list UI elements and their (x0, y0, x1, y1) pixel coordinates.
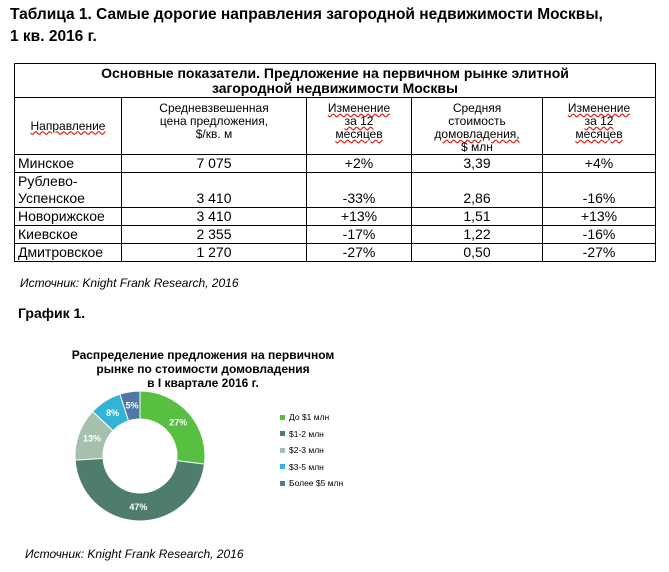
legend-swatch (280, 464, 285, 469)
header-change-cost (543, 98, 656, 155)
table-row (15, 155, 656, 173)
header-price (122, 98, 307, 155)
cell-price: 2 355 (122, 226, 307, 244)
chart-title-line: рынке по стоимости домовладения (96, 362, 310, 376)
legend-label: Более $5 млн (289, 478, 344, 489)
legend-item (280, 426, 343, 443)
header-cost-line: $ млн (461, 140, 493, 154)
header-change-line: месяцев (335, 127, 383, 141)
header-change-line: за 12 (584, 114, 614, 128)
caption-line-1: Основные показатели. Предложение на первичном рынке элитной (101, 65, 569, 81)
cell-change-price: -27% (307, 244, 412, 262)
cell-direction: Дмитровское (15, 244, 122, 262)
header-change-line: Изменение (567, 101, 631, 115)
legend-item (280, 442, 343, 459)
chart-title-line: Распределение предложения на первичном (71, 348, 335, 362)
legend-label: До $1 млн (289, 412, 330, 423)
cell-price: 3 410 (122, 173, 307, 208)
legend-item (280, 409, 343, 426)
cell-direction: Киевское (15, 226, 122, 244)
source-note-table: Источник: Knight Frank Research, 2016 (20, 276, 239, 290)
cell-direction (15, 173, 122, 208)
header-change-line: за 12 (344, 114, 374, 128)
header-change-price (307, 98, 412, 155)
legend-swatch (280, 415, 285, 420)
caption-line-2: загородной недвижимости Москвы (211, 80, 458, 96)
legend-swatch (280, 481, 285, 486)
legend-item (280, 459, 343, 476)
cell-change-cost: +4% (543, 155, 656, 173)
cell-change-price: -17% (307, 226, 412, 244)
table-row (15, 244, 656, 262)
cell-change-price: -33% (307, 173, 412, 208)
legend-label: $3-5 млн (289, 461, 324, 472)
table-row (15, 173, 656, 208)
donut-slice-label: 47% (129, 501, 148, 512)
cell-change-price: +13% (307, 208, 412, 226)
donut-chart (70, 390, 210, 522)
data-table (14, 63, 656, 262)
legend-swatch (280, 448, 285, 453)
source-note-chart: Источник: Knight Frank Research, 2016 (25, 547, 244, 561)
header-direction (15, 98, 122, 155)
header-price-line: Средневзвешенная (159, 101, 269, 115)
header-cost-line: домовладения, (434, 127, 520, 141)
header-cost-line: стоимость (448, 114, 506, 128)
header-change-line: месяцев (575, 127, 623, 141)
cell-price: 7 075 (122, 155, 307, 173)
table-row (15, 208, 656, 226)
legend-label: $1-2 млн (289, 428, 324, 439)
cell-avg-cost: 0,50 (412, 244, 543, 262)
chart-title-line: в I квартале 2016 г. (147, 376, 259, 390)
header-change-line: Изменение (327, 101, 391, 115)
donut-slice-label: 27% (169, 417, 188, 428)
cell-change-price: +2% (307, 155, 412, 173)
title-line-1: Таблица 1. Самые дорогие направления загородной недвижимости Москвы, (10, 6, 603, 23)
cell-direction: Минское (15, 155, 122, 173)
legend-item (280, 475, 343, 492)
cell-direction: Новорижское (15, 208, 122, 226)
table-title (10, 4, 660, 48)
cell-direction-line: Успенское (18, 190, 85, 206)
donut-slice (140, 391, 205, 464)
cell-change-cost: +13% (543, 208, 656, 226)
table-row (15, 226, 656, 244)
cell-avg-cost: 1,51 (412, 208, 543, 226)
cell-change-cost: -27% (543, 244, 656, 262)
cell-price: 1 270 (122, 244, 307, 262)
cell-change-cost: -16% (543, 226, 656, 244)
chart-label: График 1. (18, 305, 86, 321)
header-cost-line: Средняя (452, 101, 502, 115)
legend-swatch (280, 431, 285, 436)
cell-avg-cost: 1,22 (412, 226, 543, 244)
table-caption (15, 64, 656, 98)
donut-slice-label: 13% (83, 433, 102, 444)
header-direction-label: Направление (30, 118, 106, 133)
donut-slice-label: 5% (125, 400, 139, 411)
title-line-2: 1 кв. 2016 г. (10, 28, 97, 45)
header-price-line: цена предложения, (159, 114, 269, 128)
cell-avg-cost: 2,86 (412, 173, 543, 208)
donut-slice-label: 8% (106, 407, 120, 418)
header-price-line: $/кв. м (195, 127, 233, 141)
cell-change-cost: -16% (543, 173, 656, 208)
cell-price: 3 410 (122, 208, 307, 226)
header-avg-cost (412, 98, 543, 155)
legend-label: $2-3 млн (289, 445, 324, 456)
chart-legend (280, 409, 343, 492)
chart-title (60, 348, 346, 390)
cell-direction-line: Рублево- (18, 173, 78, 189)
cell-avg-cost: 3,39 (412, 155, 543, 173)
